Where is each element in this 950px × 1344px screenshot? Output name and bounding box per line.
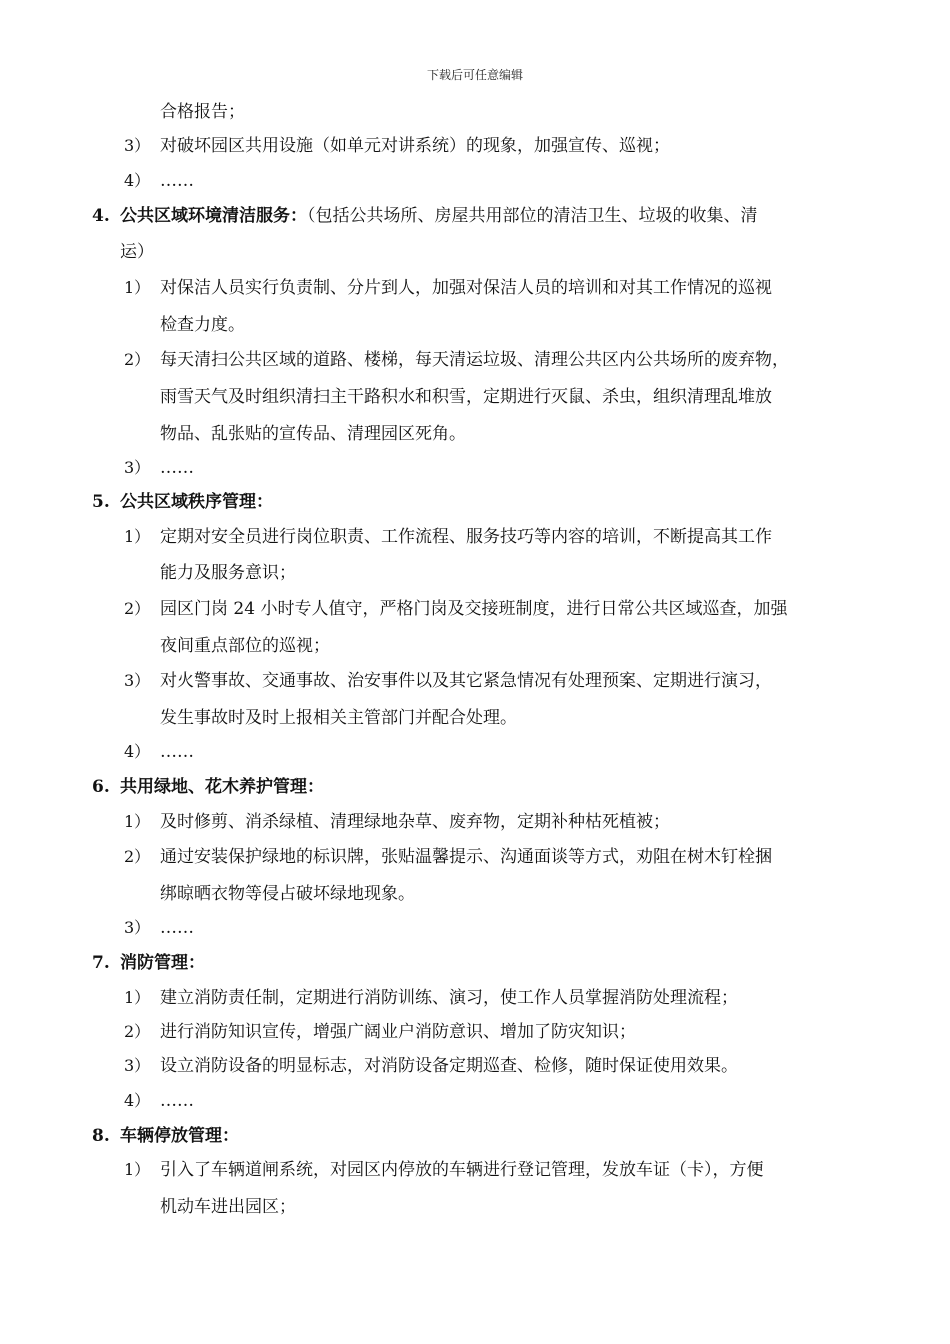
section-title: 消防管理：: [120, 953, 205, 973]
section-number: 4.: [92, 206, 110, 226]
section-description: （包括公共场所、房屋共用部位的清洁卫生、垃圾的收集、清: [307, 206, 758, 226]
list-number: 4）: [124, 1091, 151, 1110]
section-title: 车辆停放管理：: [120, 1126, 239, 1146]
text-line: 物品、乱张贴的宣传品、清理园区死角。: [160, 424, 466, 444]
text-line: 检查力度。: [160, 315, 245, 335]
list-number: 2）: [124, 847, 151, 866]
text-line: 及时修剪、消杀绿植、清理绿地杂草、废弃物，定期补种枯死植被；: [160, 812, 670, 832]
text-line: ……: [160, 918, 194, 938]
list-number: 4）: [124, 171, 151, 190]
section-heading-7: [92, 951, 205, 975]
text-line: 夜间重点部位的巡视；: [160, 636, 330, 656]
text-line: ……: [160, 171, 194, 191]
section-number: 7.: [92, 953, 110, 973]
list-number: 2）: [124, 1022, 151, 1041]
text-line: 引入了车辆道闸系统，对园区内停放的车辆进行登记管理，发放车证（卡），方便: [160, 1160, 764, 1180]
section-number: 6.: [92, 777, 110, 797]
list-number: 3）: [124, 671, 151, 690]
section-number: 8.: [92, 1126, 110, 1146]
section-number: 5.: [92, 492, 110, 512]
section-heading-4: [92, 204, 758, 228]
section-title: 公共区域秩序管理：: [120, 492, 273, 512]
text-line: 对火警事故、交通事故、治安事件以及其它紧急情况有处理预案、定期进行演习，: [160, 671, 772, 691]
section-heading-8: [92, 1124, 239, 1148]
page-header: 下载后可任意编辑: [426, 68, 523, 82]
text-line: 进行消防知识宣传，增强广阔业户消防意识、增加了防灾知识；: [160, 1022, 636, 1042]
list-number: 1）: [124, 1160, 151, 1179]
text-line: 设立消防设备的明显标志，对消防设备定期巡查、检修，随时保证使用效果。: [160, 1056, 738, 1076]
text-line: 发生事故时及时上报相关主管部门并配合处理。: [160, 708, 517, 728]
list-number: 1）: [124, 527, 151, 546]
text-line: 合格报告；: [160, 102, 245, 122]
text-line: 建立消防责任制，定期进行消防训练、演习，使工作人员掌握消防处理流程；: [160, 988, 738, 1008]
section-title: 共用绿地、花木养护管理：: [120, 777, 324, 797]
list-number: 1）: [124, 988, 151, 1007]
text-line: 每天清扫公共区域的道路、楼梯，每天清运垃圾、清理公共区内公共场所的废弃物，: [160, 350, 789, 370]
text-line: 定期对安全员进行岗位职责、工作流程、服务技巧等内容的培训，不断提高其工作: [160, 527, 772, 547]
section-title: 公共区域环境清洁服务：: [120, 206, 307, 226]
list-number: 1）: [124, 812, 151, 831]
text-line: 雨雪天气及时组织清扫主干路积水和积雪，定期进行灭鼠、杀虫，组织清理乱堆放: [160, 387, 772, 407]
text-line: ……: [160, 458, 194, 478]
text-line: ……: [160, 742, 194, 762]
text-line: 能力及服务意识；: [160, 563, 296, 583]
list-number: 4）: [124, 742, 151, 761]
list-number: 3）: [124, 1056, 151, 1075]
section-heading-6: [92, 775, 324, 799]
list-number: 3）: [124, 458, 151, 477]
text-line: 通过安装保护绿地的标识牌，张贴温馨提示、沟通面谈等方式，劝阻在树木钉栓捆: [160, 847, 772, 867]
list-number: 3）: [124, 136, 151, 155]
section-heading-5: [92, 490, 273, 514]
list-number: 3）: [124, 918, 151, 937]
text-line: 对破坏园区共用设施（如单元对讲系统）的现象，加强宣传、巡视；: [160, 136, 670, 156]
text-line: 运）: [120, 242, 154, 262]
list-number: 2）: [124, 599, 151, 618]
text-line: ……: [160, 1091, 194, 1111]
text-line: 园区门岗 24 小时专人值守，严格门岗及交接班制度，进行日常公共区域巡查，加强: [160, 599, 788, 619]
text-line: 绑晾晒衣物等侵占破坏绿地现象。: [160, 884, 415, 904]
text-line: 对保洁人员实行负责制、分片到人，加强对保洁人员的培训和对其工作情况的巡视: [160, 278, 772, 298]
list-number: 1）: [124, 278, 151, 297]
text-line: 机动车进出园区；: [160, 1197, 296, 1217]
list-number: 2）: [124, 350, 151, 369]
